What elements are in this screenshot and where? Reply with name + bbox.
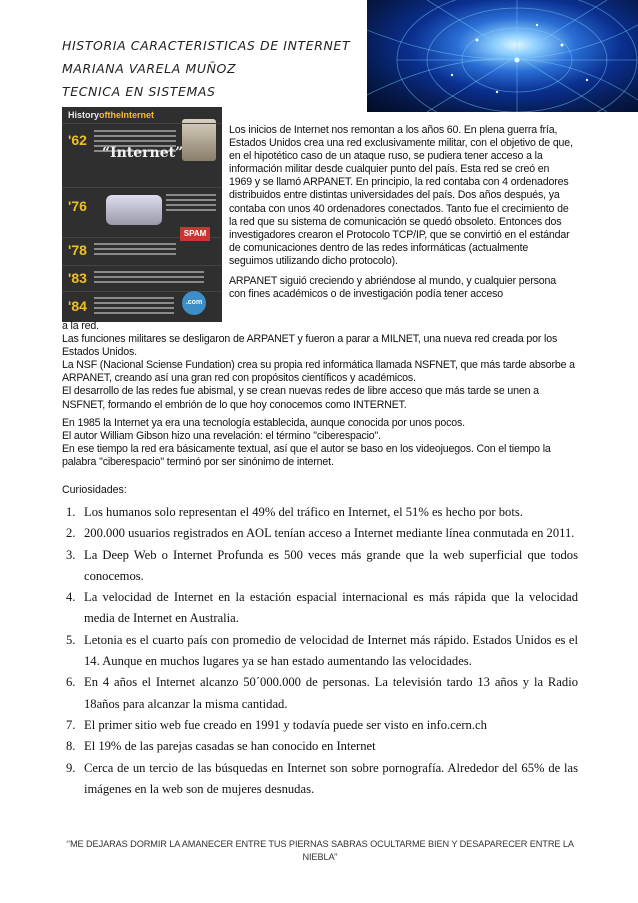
text-line: El desarrollo de las redes fue abismal, y se crean nuevas redes de libre acceso que más tarde se unen a NSFNET, formando el embrión de lo que hoy conocemos como INTERNET. — [62, 385, 539, 411]
text-line: En ese tiempo la red era básicamente textual, así que el autor se baso en los videojuegos. Con el tiempo la palabra "ciberespacio" terminó por ser sinónimo de internet. — [62, 443, 551, 469]
list-item: 4. La velocidad de Internet en la estación espacial internacional es más rápida que la velocidad media de Internet en Australia. — [66, 590, 578, 626]
text-line: En 1985 la Internet ya era una tecnología establecida, aunque conocida por unos pocos. — [62, 417, 465, 429]
text-line: El autor William Gibson hizo una revelación: el término "ciberespacio". — [62, 430, 381, 443]
list-item: 1. Los humanos solo representan el 49% del tráfico en Internet, el 51% es hecho por bots. — [66, 505, 523, 519]
intro-text — [229, 124, 574, 308]
curiosidades-list — [62, 502, 578, 800]
header-author: MARIANA VARELA MUÑOZ — [62, 61, 237, 76]
infographic-year: '62 — [68, 132, 87, 148]
history-text-block — [62, 320, 582, 412]
network-globe-image — [367, 0, 638, 112]
curiosidades-label: Curiosidades: — [62, 484, 127, 496]
spam-badge: SPAM — [180, 227, 210, 241]
ciberespacio-text-block — [62, 417, 582, 469]
list-item: 2. 200.000 usuarios registrados en AOL tenían acceso a Internet mediante línea conmutada en 2011. — [66, 526, 575, 541]
text-line: a la red. — [62, 320, 99, 332]
infographic-title: HistoryoftheInternet — [68, 110, 155, 120]
dotcom-badge: .com — [182, 291, 206, 315]
infographic-year: '84 — [68, 298, 87, 314]
header-subtitle: TECNICA EN SISTEMAS — [62, 84, 216, 99]
intro-paragraph: Los inicios de Internet nos remontan a los años 60. En plena guerra fría, Estados Unidos crea una red exclusivamente militar, con el objetivo de que, en el hipotético caso de un ataque ruso, se pudiera tener acceso a la información militar desde cualquier punto del país. Esta red se creó en 1969 y se llamó ARPANET. En principio, la red contaba con 4 ordenadores distribuidos entre distintas universidades del país. Dos años después, ya contaba con unos 40 ordenadores conectados. Tanto fue el crecimiento de la red que su sistema de comunicación se quedó obsoleto. Entonces dos investigadores crearon el Protocolo TCP/IP, que se convirtió en el estándar de comunicaciones dentro de las redes informáticas (actualmente seguimos utilizando dicho protocolo). — [229, 124, 573, 267]
infographic-internet-word: “Internet” — [102, 145, 184, 161]
cable-image — [106, 195, 162, 225]
list-item: 5. Letonia es el cuarto país con promedio de velocidad de Internet más rápido. Estados Unidos es el 14. Aunque en muchos lugares ya se han estado aumentando las velocidades. — [66, 632, 578, 669]
infographic-row — [62, 237, 222, 266]
infographic-year: '78 — [68, 242, 87, 258]
document-header — [62, 38, 350, 107]
history-of-internet-infographic — [62, 107, 222, 322]
infographic-year: '83 — [68, 270, 87, 286]
text-line: Las funciones militares se desligaron de ARPANET y fueron a parar a MILNET, una nueva red creada por los Estados Unidos. — [62, 333, 558, 359]
footer-quote: ‘’ME DEJARAS DORMIR LA AMANECER ENTRE TUS PIERNAS SABRAS OCULTARME BIEN Y DESAPARECER ENTRE LA NIEBLA’’ — [66, 839, 574, 862]
list-item: 9. Cerca de un tercio de las búsquedas en Internet son sobre pornografía. Alrededor del 65% de las imágenes en la web son de mujeres desnudas. — [66, 760, 578, 796]
intro-paragraph: ARPANET siguió creciendo y abriéndose al mundo, y cualquier persona con fines académicos o de investigación podía tener acceso — [229, 275, 556, 301]
infographic-year: '76 — [68, 198, 87, 214]
list-item: 6. En 4 años el Internet alcanzo 50´000.000 de personas. La televisión tardo 13 años y la Radio 18años para alcanzar la misma cantidad. — [66, 675, 578, 711]
list-item: 3. La Deep Web o Internet Profunda es 500 veces más grande que la web superficial que todos conocemos. — [66, 547, 578, 583]
list-item: 7. El primer sitio web fue creado en 1991 y todavía puede ser visto en info.cern.ch — [66, 717, 487, 732]
infographic-row — [62, 265, 222, 292]
list-item: 8. El 19% de las parejas casadas se han conocido en Internet — [66, 739, 376, 754]
header-title: HISTORIA CARACTERISTICAS DE INTERNET — [62, 38, 351, 53]
text-line: La NSF (Nacional Sciense Fundation) crea su propia red informática llamada NSFNET, que más tarde absorbe a ARPANET, creando así una gran red con propósitos científicos y académicos. — [62, 359, 575, 385]
